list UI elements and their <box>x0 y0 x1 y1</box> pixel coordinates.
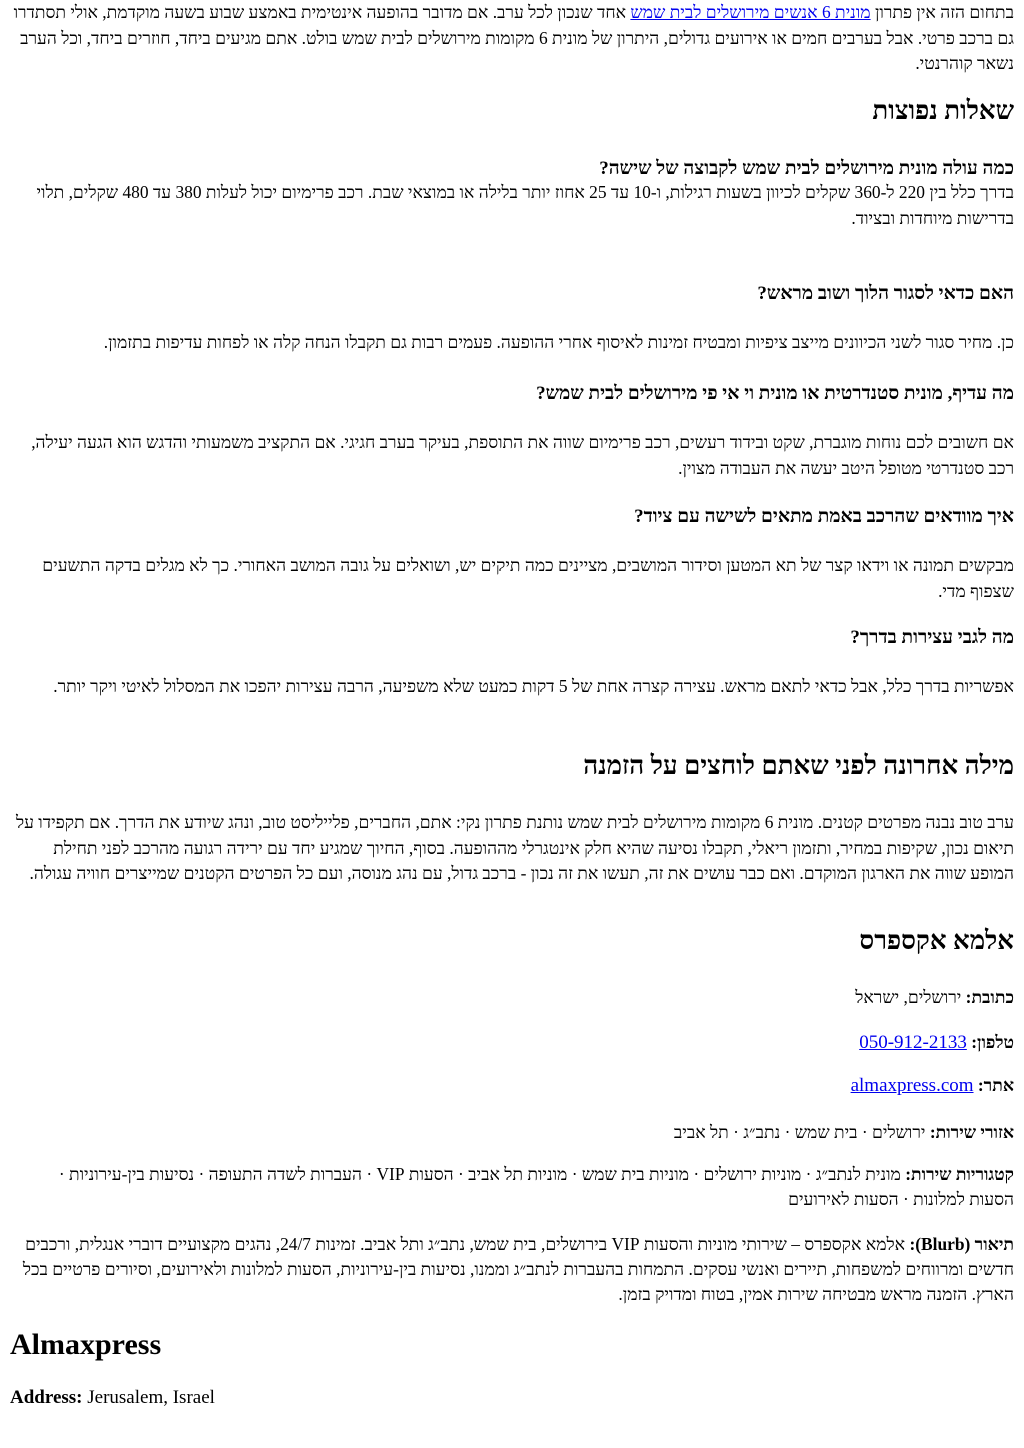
business-heading-en: Almaxpress <box>10 1328 162 1361</box>
intro-paragraph <box>10 0 1014 77</box>
intro-text-start: בתחום הזה אין פתרון <box>870 2 1014 22</box>
service-categories-row <box>10 1162 1014 1212</box>
phone-row-he <box>10 1030 1014 1055</box>
website-link[interactable]: almaxpress.com <box>850 1075 974 1096</box>
service-areas-label: אזורי שירות: <box>929 1122 1014 1142</box>
faq-heading: שאלות נפוצות <box>872 96 1014 125</box>
site-label-he: אתר: <box>977 1075 1014 1095</box>
blurb-row <box>10 1232 1014 1307</box>
last-word-paragraph: ערב טוב נבנה מפרטים קטנים. מונית 6 מקומות מירושלים לבית שמש נותנת פתרון נקי: אתם, החברים, פלייליסט טוב, ונהג שיודע את הדרך. אם תקפידו על תיאום נכון, שקיפות במחיר, ותזמון ריאלי, תקבלו נסיעה שהיא חלק אינטגרלי מההופעה. בסוף, החיוך שמגיע יחד עם ירידה רגועה מהרכב לפני תחילת המופע שווה את הארגון המוקדם. ואם כבר עושים את זה, תעשו את זה נכון - ברכב גדול, עם נהג מנוסה, ועם כל הפרטים הקטנים שמייצרים חוויה עגולה. <box>15 812 1014 883</box>
faq-question-2: האם כדאי לסגור הלוך ושוב מראש? <box>757 283 1014 304</box>
address-label-en: Address: <box>10 1387 83 1408</box>
last-word-heading: מילה אחרונה לפני שאתם לוחצים על הזמנה <box>583 751 1014 780</box>
faq-question-5: מה לגבי עצירות בדרך? <box>850 627 1014 648</box>
faq-answer-2: כן. מחיר סגור לשני הכיוונים מייצב ציפיות ומבטיח זמינות לאיסוף אחרי ההופעה. פעמים רבות גם תקבלו הנחה קלה או לפחות עדיפות בתזמון. <box>103 332 1014 352</box>
faq-question-3: מה עדיף, מונית סטנדרטית או מונית וי אי פי מירושלים לבית שמש? <box>536 383 1014 404</box>
intro-section <box>10 0 1014 77</box>
blurb-text: אלמא אקספרס – שירותי מוניות והסעות VIP בירושלים, בית שמש, נתב״ג ותל אביב. זמינות 24/7, נהגים מקצועיים דוברי אנגלית, ורכבים חדשים ומרווחים למשפחות, תיירים ואנשי עסקים. התמחות בהעברות לנתב״ג וממנו, נסיעות בין-עירוניות, הסעות למלונות ולאירועים, וסיורים פרטיים בכל הארץ. הזמנה מראש מבטיחה שירות אמין, בטוח ומדויק בזמן. <box>22 1234 1014 1304</box>
taxi-six-link[interactable]: מונית 6 אנשים מירושלים לבית שמש <box>630 2 871 22</box>
service-areas-value: ירושלים · בית שמש · נתב״ג · תל אביב <box>673 1122 930 1142</box>
address-row-en <box>10 1385 1014 1411</box>
blurb-label: תיאור (Blurb): <box>909 1234 1014 1254</box>
faq-question-4: איך מוודאים שהרכב באמת מתאים לשישה עם ציוד? <box>634 506 1014 527</box>
address-label-he: כתובת: <box>965 987 1014 1007</box>
service-categories-value: מונית לנתב״ג · מוניות ירושלים · מוניות בית שמש · מוניות תל אביב · הסעות VIP · העברות לשדה התעופה · נסיעות בין-עירוניות · הסעות למלונות · הסעות לאירועים <box>58 1164 1014 1209</box>
address-row-he <box>10 985 1014 1010</box>
phone-link[interactable]: 050-912-2133 <box>859 1032 967 1053</box>
service-categories-label: קטגוריות שירות: <box>905 1164 1014 1184</box>
intro-text-end: אחד שנכון לכל ערב. אם מדובר בהופעה אינטימית באמצע שבוע בשעה מוקדמת, אולי תסתדרו גם ברכב פרטי. אבל בערבים חמים או אירועים גדולים, היתרון של מונית 6 מקומות מירושלים לבית שמש בולט. אתם מגיעים ביחד, חוזרים ביחד, וכל הערב נשאר קוהרנטי. <box>13 2 1014 73</box>
service-areas-row <box>10 1120 1014 1145</box>
phone-label-he: טלפון: <box>971 1032 1014 1052</box>
faq-question-1: כמה עולה מונית מירושלים לבית שמש לקבוצה של שישה? <box>599 158 1014 179</box>
faq-answer-1: בדרך כלל בין 220 ל-360 שקלים לכיוון בשעות רגילות, ו-10 עד 25 אחוז יותר בלילה או במוצאי שבת. רכב פרימיום יכול לעלות 380 עד 480 שקלים, תלוי בדרישות מיוחדות ובציוד. <box>36 182 1014 228</box>
faq-answer-4: מבקשים תמונה או וידאו קצר של תא המטען וסידור המושבים, מציינים כמה תיקים יש, ושואלים על גובה המושב האחורי. כך לא מגלים בדקה התשעים שצפוף מדי. <box>42 555 1014 601</box>
business-heading-he: אלמא אקספרס <box>859 926 1014 955</box>
faq-answer-3: אם חשובים לכם נוחות מוגברת, שקט ובידוד רעשים, רכב פרימיום שווה את התוספת, בעיקר בערב חגיגי. אם התקציב משמעותי והדגש הוא הגעה יעילה, רכב סטנדרטי מטופל היטב יעשה את העבודה מצוין. <box>31 432 1014 478</box>
address-value-he: ירושלים, ישראל <box>855 987 966 1007</box>
address-value-en: Jerusalem, Israel <box>82 1387 215 1408</box>
faq-answer-5: אפשריות בדרך כלל, אבל כדאי לתאם מראש. עצירה קצרה אחת של 5 דקות כמעט שלא משפיעה, הרבה עצירות יהפכו את המסלול לאיטי ויקר יותר. <box>53 676 1014 696</box>
site-row-he <box>10 1073 1014 1098</box>
